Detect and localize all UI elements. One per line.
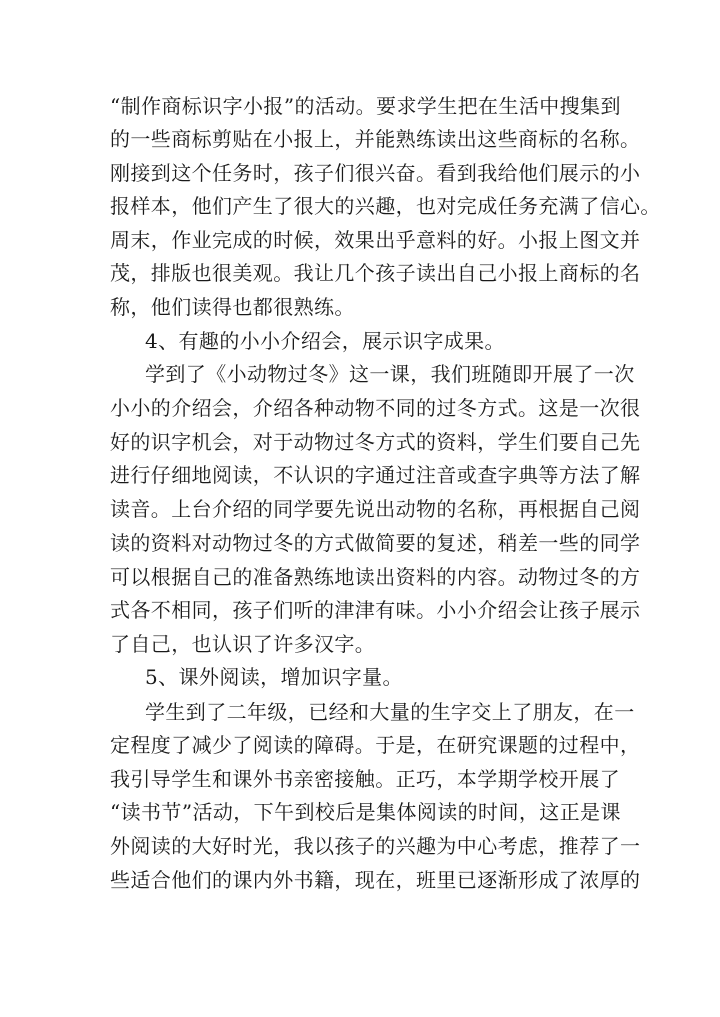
text-line: 进行仔细地阅读，不认识的字通过注音或查字典等方法了解 xyxy=(110,463,641,487)
text-line: 报样本，他们产生了很大的兴趣，也对完成任务充满了信心。 xyxy=(110,194,661,218)
text-line: 学生到了二年级，已经和大量的生字交上了朋友，在一 xyxy=(145,700,635,724)
text-line: 了自己，也认识了许多汉字。 xyxy=(110,632,376,656)
text-line: 读的资料对动物过冬的方式做简要的复述，稍差一些的同学 xyxy=(110,531,641,555)
text-line: 刚接到这个任务时，孩子们很兴奋。看到我给他们展示的小 xyxy=(110,161,641,185)
text-line: 式各不相同，孩子们听的津津有味。小小介绍会让孩子展示 xyxy=(110,598,641,622)
text-line: 学到了《小动物过冬》这一课，我们班随即开展了一次 xyxy=(145,362,635,386)
text-line: “读书节”活动，下午到校后是集体阅读的时间，这正是课 xyxy=(110,800,621,824)
text-line: 的一些商标剪贴在小报上，并能熟练读出这些商标的名称。 xyxy=(110,127,641,151)
text-line: 茂，排版也很美观。我让几个孩子读出自己小报上商标的名 xyxy=(110,261,641,285)
text-line: 些适合他们的课内外书籍，现在，班里已逐渐形成了浓厚的 xyxy=(110,868,641,892)
text-line: 好的识字机会，对于动物过冬方式的资料，学生们要自己先 xyxy=(110,430,641,454)
text-line: 周末，作业完成的时候，效果出乎意料的好。小报上图文并 xyxy=(110,228,641,252)
text-line: 外阅读的大好时光，我以孩子的兴趣为中心考虑，推荐了一 xyxy=(110,834,641,858)
text-line: “制作商标识字小报”的活动。要求学生把在生活中搜集到 xyxy=(110,94,621,118)
section-heading: 5、课外阅读，增加识字量。 xyxy=(145,665,403,689)
text-line: 小小的介绍会，介绍各种动物不同的过冬方式。这是一次很 xyxy=(110,396,641,420)
text-line: 我引导学生和课外书亲密接触。正巧，本学期学校开展了 xyxy=(110,767,620,791)
text-line: 称，他们读得也都很熟练。 xyxy=(110,295,355,319)
section-heading: 4、有趣的小小介绍会，展示识字成果。 xyxy=(145,329,505,353)
text-line: 可以根据自己的准备熟练地读出资料的内容。动物过冬的方 xyxy=(110,565,641,589)
text-line: 定程度了减少了阅读的障碍。于是，在研究课题的过程中， xyxy=(110,733,641,757)
text-line: 读音。上台介绍的同学要先说出动物的名称，再根据自己阅 xyxy=(110,497,641,521)
